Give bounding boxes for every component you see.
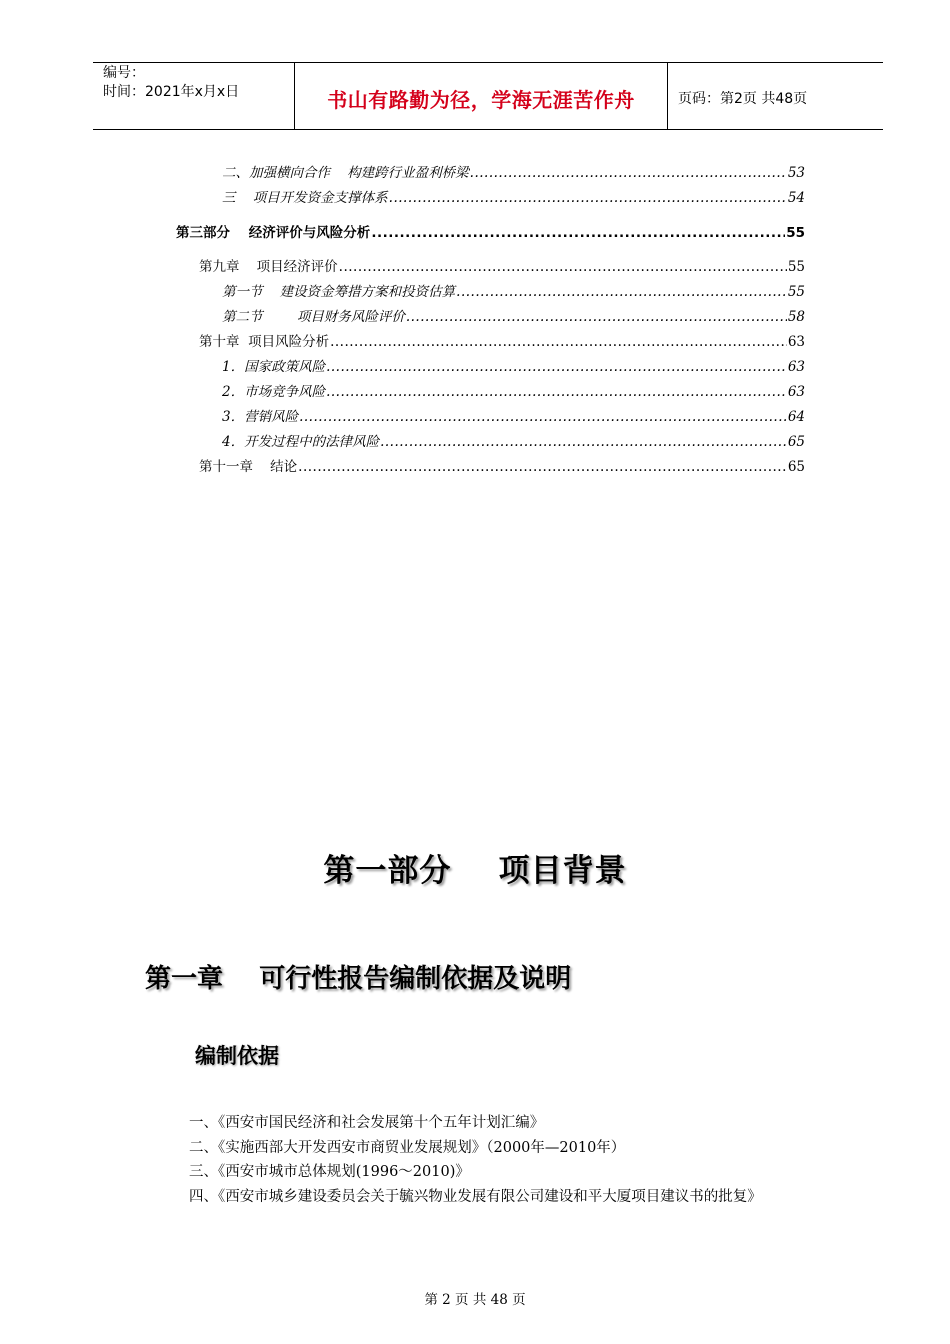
toc-leader [330, 334, 787, 350]
toc-leader [326, 384, 787, 400]
toc-entry-title: 第三部分 经济评价与风险分析 [176, 225, 371, 241]
chapter-title: 第一章 可行性报告编制依据及说明 [145, 964, 572, 994]
toc-leader [299, 409, 787, 425]
toc-entry-page: 55 [787, 259, 805, 275]
toc-entry[interactable] [222, 305, 805, 325]
toc-entry-page: 58 [787, 309, 805, 325]
toc-entry-page: 65 [787, 459, 805, 475]
toc-leader [456, 284, 787, 300]
basis-item: 一、《西安市国民经济和社会发展第十个五年计划汇编》 [189, 1115, 545, 1131]
toc-leader [389, 190, 787, 206]
toc-entry-title: 第九章 项目经济评价 [199, 259, 338, 275]
toc-leader [470, 165, 787, 181]
toc-entry-title: 4．开发过程中的法律风险 [222, 434, 380, 450]
toc-entry-title: 2．市场竞争风险 [222, 384, 326, 400]
toc-entry-page: 63 [787, 334, 805, 350]
part-title: 第一部分 项目背景 [323, 853, 627, 889]
toc-entry-title: 第十章 项目风险分析 [199, 334, 330, 350]
toc-leader [380, 434, 787, 450]
toc-entry-title: 三 项目开发资金支撑体系 [222, 190, 388, 206]
basis-item: 三、《西安市城市总体规划(1996～2010)》 [189, 1164, 470, 1180]
basis-list [145, 1111, 795, 1209]
toc-entry[interactable] [222, 161, 805, 181]
toc-entry-page: 65 [787, 434, 805, 450]
toc-entry-page: 63 [787, 359, 805, 375]
toc-leader [326, 359, 787, 375]
header-divider [294, 62, 295, 130]
basis-item: 二、《实施西部大开发西安市商贸业发展规划》（2000年—2010年） [189, 1139, 626, 1156]
toc-entry-page: 55 [787, 284, 805, 300]
toc-entry-page: 55 [786, 225, 805, 241]
toc-entry-title: 第一节 建设资金筹措方案和投资估算 [222, 284, 456, 300]
toc-entry[interactable] [222, 280, 805, 300]
toc-leader [406, 309, 787, 325]
toc-entry-title: 第十一章 结论 [199, 459, 298, 475]
toc-leader [339, 259, 787, 275]
toc-entry-title: 二、加强横向合作 构建跨行业盈利桥梁 [222, 165, 469, 181]
date-line: 时间：2021年x月x日 [103, 84, 240, 100]
toc-entry[interactable] [222, 430, 805, 450]
toc-entry[interactable] [222, 405, 805, 425]
toc-entry[interactable] [176, 221, 805, 241]
toc-entry-page: 63 [787, 384, 805, 400]
header-top-rule [93, 62, 883, 63]
toc-entry[interactable] [199, 255, 805, 275]
serial-label: 编号： [103, 65, 145, 81]
header-bottom-rule [93, 129, 883, 130]
toc-entry[interactable] [222, 355, 805, 375]
header-page-info: 页码：第2页 共48页 [678, 91, 808, 107]
basis-item: 四、《西安市城乡建设委员会关于毓兴物业发展有限公司建设和平大厦项目建议书的批复》 [189, 1188, 762, 1205]
toc-leader [298, 459, 787, 475]
header-divider [667, 62, 668, 130]
toc-entry-title: 1．国家政策风险 [222, 359, 326, 375]
toc-entry[interactable] [199, 330, 805, 350]
page-footer: 第 2 页 共 48 页 [424, 1292, 526, 1308]
section-title: 编制依据 [195, 1044, 279, 1068]
toc-entry[interactable] [222, 380, 805, 400]
toc-entry-title: 第二节 项目财务风险评价 [222, 309, 405, 325]
toc-entry[interactable] [199, 455, 805, 475]
header-meta [103, 64, 239, 102]
toc-entry-page: 53 [787, 165, 805, 181]
toc-leader [371, 225, 785, 241]
toc-entry[interactable] [222, 186, 805, 206]
toc-entry-page: 54 [787, 190, 805, 206]
toc-entry-page: 64 [787, 409, 805, 425]
toc-entry-title: 3．营销风险 [222, 409, 299, 425]
header-motto: 书山有路勤为径，学海无涯苦作舟 [327, 88, 635, 112]
